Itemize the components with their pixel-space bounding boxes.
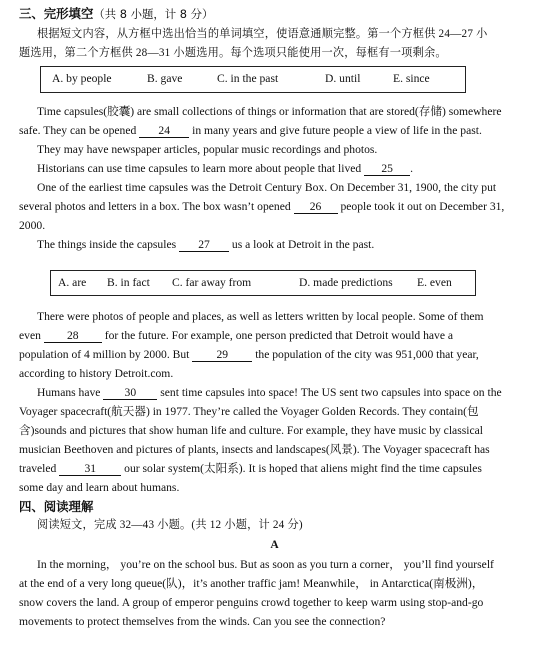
box2-option-a: A. are xyxy=(58,276,87,289)
section4-instruction: 阅读短文，完成 32—43 小题。(共 12 小题，计 24 分) xyxy=(37,519,303,531)
box2-option-b: B. in fact xyxy=(107,276,150,289)
passage-line: There were photos of people and places, as well as letters written by local people. Some of them xyxy=(37,310,484,323)
passage-line: even 28 for the future. For example, one person predicted that Detroit would have a xyxy=(19,329,454,342)
passage-line: In the morning， you’re on the school bus. But as soon as you turn a corner， you’ll find yourself xyxy=(37,558,494,571)
passage-line: some day and learn about humans. xyxy=(19,481,180,494)
passage-line: movements to protect themselves from the winds. Can you see the connection? xyxy=(19,615,386,628)
passage-line: according to history Detroit.com. xyxy=(19,367,174,380)
options-box-2 xyxy=(50,270,476,296)
passage-line: 含)sounds and pictures that show human life and culture. For example, they have music by classical xyxy=(19,424,483,437)
section3-title: 三、完形填空 xyxy=(19,6,94,21)
box1-option-e: E. since xyxy=(393,72,430,85)
blank-27: 27 xyxy=(179,238,229,252)
passage-line: One of the earliest time capsules was the Detroit Century Box. On December 31, 1900, the city put xyxy=(37,181,497,194)
section3-meta: （共 8 小题，计 8 分） xyxy=(93,7,214,21)
blank-29: 29 xyxy=(192,348,252,362)
passage-line: 2000. xyxy=(19,219,46,232)
passage-line: Time capsules(胶囊) are small collections of things or information that are stored(存储) somewhere xyxy=(37,105,502,118)
passage-line: Humans have 30 sent time capsules into space! The US sent two capsules into space on the xyxy=(37,386,502,399)
passage-line: population of 4 million by 2000. But 29 the population of the city was 951,000 that year, xyxy=(19,348,479,361)
box1-option-c: C. in the past xyxy=(217,72,279,85)
box2-option-c: C. far away from xyxy=(172,276,252,289)
blank-24: 24 xyxy=(139,124,189,138)
passage-line: at the end of a very long queue(队)，it’s another traffic jam! Meanwhile， in Antarctica(南极洲)， xyxy=(19,577,484,590)
passage-line: musician Beethoven and pictures of plants, insects and landscapes(风景). The Voyager spacecraft has xyxy=(19,443,490,456)
passage-label: A xyxy=(270,538,279,551)
passage-line: Voyager spacecraft(航天器) in 1977. They’re called the Voyager Golden Records. They contain(包 xyxy=(19,405,479,418)
options-box-1 xyxy=(40,66,466,93)
passage-line: safe. They can be opened 24 in many years and give future people a view of life in the past. xyxy=(19,124,482,137)
box2-option-e: E. even xyxy=(417,276,452,289)
blank-28: 28 xyxy=(44,329,102,343)
section3-heading xyxy=(19,6,213,22)
blank-25: 25 xyxy=(364,162,410,176)
passage-line: Historians can use time capsules to learn more about people that lived 25 . xyxy=(37,162,414,175)
passage-line: They may have newspaper articles, popular music recordings and photos. xyxy=(37,143,378,156)
box2-option-d: D. made predictions xyxy=(299,276,393,289)
blank-31: 31 xyxy=(59,462,121,476)
box1-option-d: D. until xyxy=(325,72,361,85)
blank-26: 26 xyxy=(294,200,338,214)
section4-title: 四、阅读理解 xyxy=(19,499,94,514)
passage-line: traveled 31 our solar system(太阳系). It is hoped that aliens might find the time capsules xyxy=(19,462,482,475)
passage-line: snow covers the land. A group of emperor penguins crowd together to keep warm using stop-and-go xyxy=(19,596,484,609)
passage-line: The things inside the capsules 27 us a look at Detroit in the past. xyxy=(37,238,375,251)
box1-option-a: A. by people xyxy=(52,72,112,85)
box1-option-b: B. gave xyxy=(147,72,183,85)
section3-instruction-2: 题选用，第二个方框供 28—31 小题选用。每个选项只能使用一次，每框有一项剩余。 xyxy=(19,47,447,59)
section3-instruction-1: 根据短文内容，从方框中选出恰当的单词填空，使语意通顺完整。第一个方框供 24—27 小 xyxy=(37,28,488,40)
passage-line: several photos and letters in a box. The box wasn’t opened 26 people took it out on December 31, xyxy=(19,200,505,213)
blank-30: 30 xyxy=(103,386,157,400)
